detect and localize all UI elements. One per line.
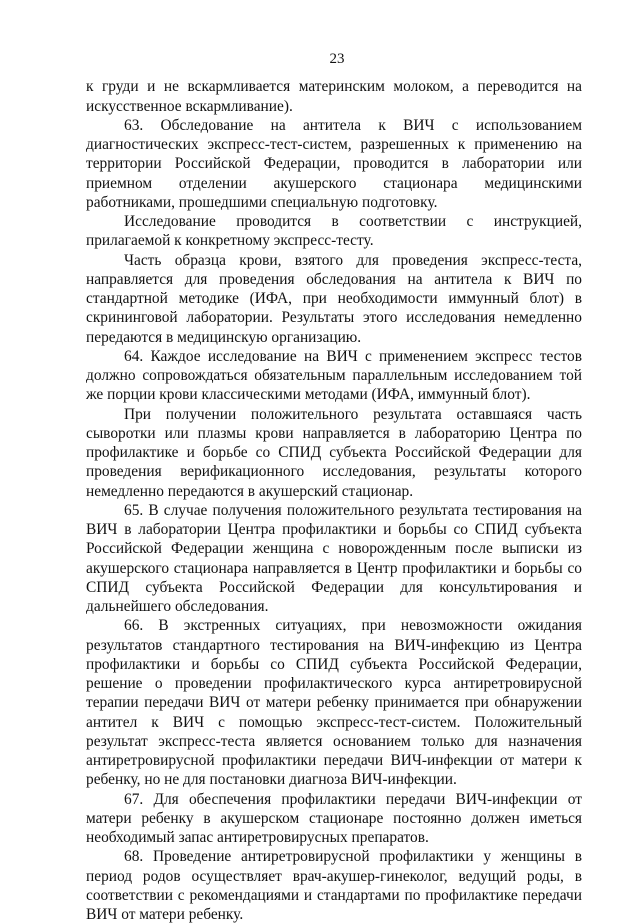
paragraph-4: Часть образца крови, взятого для проведения экспресс-теста, направляется для проведения обследования на антитела к ВИЧ по стандартной методике (ИФА, при необходимости иммунный блот) в скрининговой лаборатории. Результаты этого исследования немедленно передаются в медицинскую организацию.: [86, 251, 582, 346]
paragraph-9: 67. Для обеспечения профилактики передачи ВИЧ-инфекции от матери ребенку в акушерском стационаре постоянно должен иметься необходимый запас антиретровирусных препаратов.: [86, 790, 582, 846]
paragraph-10: 68. Проведение антиретровирусной профилактики у женщины в период родов осуществляет врач-акушер-гинеколог, ведущий роды, в соответствии с рекомендациями и стандартами по профилактике передачи ВИЧ от матери ребенку.: [86, 848, 582, 923]
paragraph-8: 66. В экстренных ситуациях, при невозможности ожидания результатов стандартного тестирования на ВИЧ-инфекцию из Центра профилактики и борьбы со СПИД субъекта Российской Федерации, решение о проведении профилактического курса антиретровирусной терапии передачи ВИЧ от матери ребенку принимается при обнаружении антител к ВИЧ с помощью экспресс-тест-систем. Положительный результат экспресс-теста является основанием только для назначения антиретровирусной профилактики передачи ВИЧ-инфекции от матери к ребенку, но не для постановки диагноза ВИЧ-инфекции.: [86, 617, 582, 789]
paragraph-3: Исследование проводится в соответствии с инструкцией, прилагаемой к конкретному экспресс-тесту.: [86, 213, 582, 250]
paragraph-6: При получении положительного результата оставшаяся часть сыворотки или плазмы крови направляется в лабораторию Центра по профилактике и борьбе со СПИД субъекта Российской Федерации для проведения верификационного исследования, результаты которого немедленно передаются в акушерский стационар.: [86, 405, 582, 500]
paragraph-1: к груди и не вскармливается материнским молоком, а переводится на искусственное вскармливание).: [86, 78, 582, 115]
document-body: [86, 77, 582, 924]
page-number: 23: [329, 51, 345, 67]
paragraph-2: 63. Обследование на антитела к ВИЧ с использованием диагностических экспресс-тест-систем, разрешенных к применению на территории Российской Федерации, проводится в лаборатории или приемном отделении акушерского стационара медицинскими работниками, прошедшими специальную подготовку.: [86, 116, 582, 211]
paragraph-7: 65. В случае получения положительного результата тестирования на ВИЧ в лаборатории Центра профилактики и борьбы со СПИД субъекта Российской Федерации женщина с новорожденным после выписки из акушерского стационара направляется в Центр профилактики и борьбы со СПИД субъекта Российской Федерации для консультирования и дальнейшего обследования.: [86, 501, 582, 615]
paragraph-5: 64. Каждое исследование на ВИЧ с применением экспресс тестов должно сопровождаться обязательным параллельным исследованием той же порции крови классическими методами (ИФА, иммунный блот).: [86, 347, 582, 404]
